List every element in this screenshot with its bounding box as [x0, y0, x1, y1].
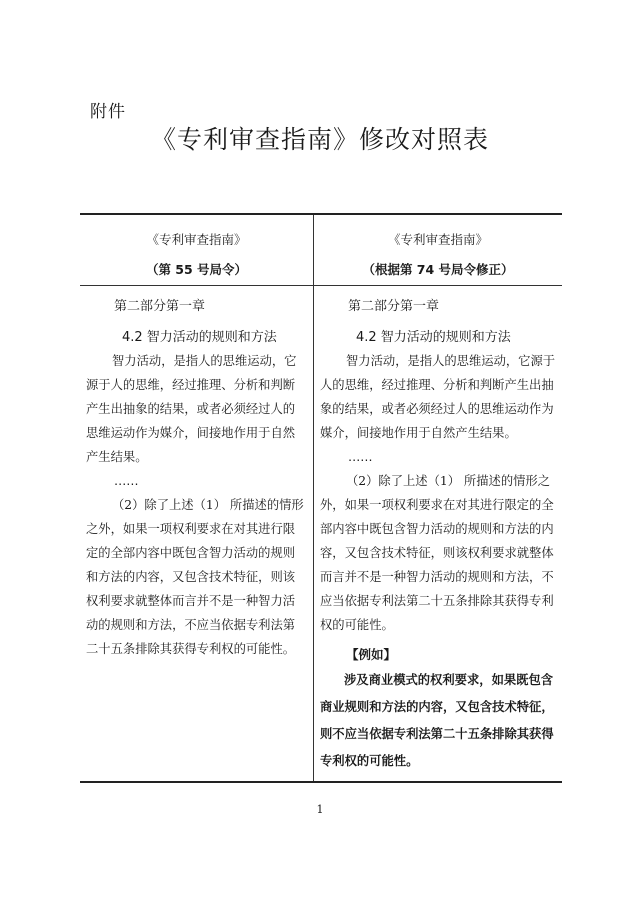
right-section-heading: 第二部分第一章	[348, 299, 440, 314]
left-subheading: 4.2 智力活动的规则和方法	[122, 330, 277, 345]
right-ellipsis: ……	[348, 450, 373, 464]
left-header-title: 《专利审查指南》	[146, 232, 247, 247]
right-header-title: 《专利审查指南》	[387, 232, 488, 247]
right-header-subtitle: （根据第 74 号局令修正）	[362, 262, 514, 277]
left-column	[80, 215, 313, 781]
right-paragraph-2: （2）除了上述（1） 所描述的情形之外，如果一项权利要求在对其进行限定的全部内容中既包含智力活动的规则和方法的内容，又包含技术特征，则该权利要求就整体而言并不是一种智力活动的规则和方法，不应当依据专利法第二十五条排除其获得专利权的可能性。	[320, 474, 554, 632]
document-title: 《专利审查指南》修改对照表	[150, 125, 489, 154]
right-subheading: 4.2 智力活动的规则和方法	[356, 330, 511, 345]
example-text: 涉及商业模式的权利要求，如果既包含商业规则和方法的内容，又包含技术特征，则不应当依据专利法第二十五条排除其获得专利权的可能性。	[320, 673, 554, 768]
right-column	[314, 215, 562, 781]
example-label: 【例如】	[346, 647, 397, 662]
left-paragraph-2: （2）除了上述（1） 所描述的情形之外，如果一项权利要求在对其进行限定的全部内容中既包含智力活动的规则和方法的内容，又包含技术特征，则该权利要求就整体而言并不是一种智力活动的规则和方法，不应当依据专利法第二十五条排除其获得专利权的可能性。	[86, 498, 304, 656]
right-body	[320, 295, 556, 775]
left-ellipsis: ……	[114, 474, 139, 488]
left-body	[86, 295, 307, 661]
left-paragraph-1: 智力活动，是指人的思维运动，它源于人的思维，经过推理、分析和判断产生出抽象的结果，或者必须经过人的思维运动作为媒介，间接地作用于自然产生结果。	[86, 354, 297, 464]
right-paragraph-1: 智力活动，是指人的思维运动，它源于人的思维，经过推理、分析和判断产生出抽象的结果，或者必须经过人的思维运动作为媒介，间接地作用于自然产生结果。	[320, 354, 556, 440]
page-number: 1	[316, 803, 324, 816]
left-header-subtitle: （第 55 号局令）	[145, 262, 248, 277]
attachment-label: 附件	[90, 102, 126, 122]
comparison-table	[80, 213, 562, 783]
left-section-heading: 第二部分第一章	[114, 299, 206, 314]
